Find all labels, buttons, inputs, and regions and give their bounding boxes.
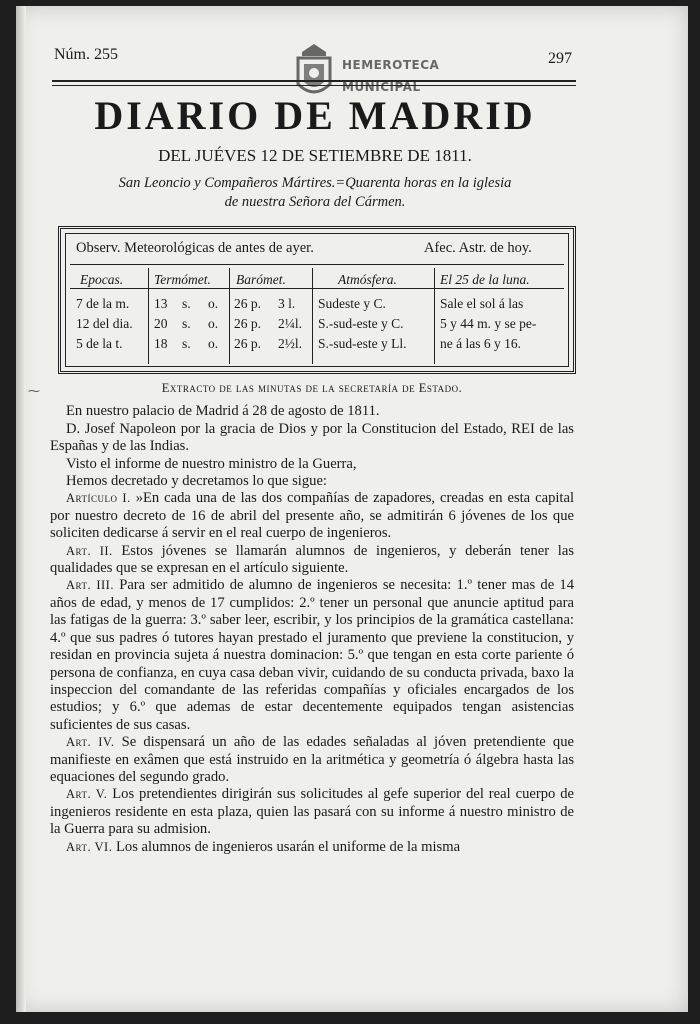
paragraph: Hemos decretado y decretamos lo que sigue: xyxy=(66,473,327,490)
weather-table xyxy=(58,226,576,374)
article-text: Se dispensará un año de las edades señaladas al jóven pretendiente que manifieste en exâmen que está instruido en la aritmética y geometría ó álgebra hasta las equaciones del segundo grado. xyxy=(50,734,574,785)
article-label: Art. III. xyxy=(66,578,114,593)
article-1 xyxy=(50,490,574,542)
cell-term-o: o. xyxy=(208,316,219,331)
cell-atm: Sudeste y C. xyxy=(318,296,386,311)
header-epocas: Epocas. xyxy=(80,272,124,287)
cell-baro: 26 p. xyxy=(234,316,261,331)
cell-atm: S.-sud-este y Ll. xyxy=(318,336,407,351)
stamp-text-hemeroteca: HEMEROTECA xyxy=(342,58,440,72)
article-label: Art. VI. xyxy=(66,839,113,854)
stamp-text-municipal: MUNICIPAL xyxy=(342,80,421,94)
cell-term: 18 xyxy=(154,336,168,351)
paragraph: En nuestro palacio de Madrid á 28 de agosto de 1811. xyxy=(66,403,380,420)
article-2 xyxy=(50,543,574,578)
cell-atm: S.-sud-este y C. xyxy=(318,316,404,331)
weather-title: Observ. Meteorológicas de antes de ayer. xyxy=(76,240,314,256)
cell-epoca: 7 de la m. xyxy=(76,296,130,311)
article-label: Art. II. xyxy=(66,543,113,558)
page-number: 297 xyxy=(548,50,572,67)
weather-table-inner xyxy=(65,233,569,367)
header-termometro: Termómet. xyxy=(154,272,211,287)
cell-epoca: 5 de la t. xyxy=(76,336,123,351)
saints-line-1: San Leoncio y Compañeros Mártires.=Quarenta horas en la iglesia xyxy=(118,175,512,191)
cell-term: 20 xyxy=(154,316,168,331)
issue-number: Núm. 255 xyxy=(54,46,118,63)
article-label: Art. IV. xyxy=(66,735,115,750)
article-text: Para ser admitido de alumno de ingenieros se necesita: 1.º tener mas de 14 años de edad, y menos de 17 cumplidos: 2.º tener un personal que anuncie aptitud para las fatigas de la guerra: 3.º saber leer, escribir, y los principios de la gramática castellana: 4.º que sus padres ó tutores hayan prestado el juramento que previene la constitucion, y residan en provincia sujeta á nuestra dominacion: 5.º que tengan en esta corte pariente ó persona de confianza, en cuya casa deban vivir, cuidando de su conducta privada, baxo la inspeccion del comandante de las referidas compañías y oficiales encargados de los estudios; y 6.º que ademas de estar decentemente equipados tengan asistencias suficientes de sus casas. xyxy=(50,577,575,733)
astro-line: 5 y 44 m. y se pe- xyxy=(440,316,537,331)
header-luna: El 25 de la luna. xyxy=(440,272,530,287)
table-rule xyxy=(70,288,564,289)
cell-baro-frac: 2¼l. xyxy=(278,316,303,331)
article-body xyxy=(50,380,574,856)
cell-term: 13 xyxy=(154,296,168,311)
table-rule xyxy=(70,264,564,265)
header-rule-thin xyxy=(52,85,576,86)
column-divider xyxy=(434,268,435,364)
cell-baro-frac: 3 l. xyxy=(278,296,296,311)
cell-baro: 26 p. xyxy=(234,296,261,311)
header-rule xyxy=(52,80,576,82)
column-divider xyxy=(148,268,149,364)
header-atmosfera: Atmósfera. xyxy=(338,272,397,287)
cell-baro-frac: 2½l. xyxy=(278,336,303,351)
cell-term-s: s. xyxy=(182,296,191,311)
article-4 xyxy=(50,734,574,786)
page-spine-shadow xyxy=(16,6,26,1012)
paragraph-decree-author: D. Josef Napoleon por la gracia de Dios y por la Constitucion del Estado, REI de las Españas y de las Indias. xyxy=(50,420,574,455)
article-5 xyxy=(50,786,574,838)
article-6 xyxy=(50,839,574,856)
cell-term-o: o. xyxy=(208,336,219,351)
article-3 xyxy=(50,577,574,734)
article-label: Artículo I. xyxy=(66,491,131,506)
column-divider xyxy=(312,268,313,364)
column-divider xyxy=(229,268,230,364)
astro-line: ne á las 6 y 16. xyxy=(440,336,521,351)
astro-title: Afec. Astr. de hoy. xyxy=(424,240,532,256)
astro-line: Sale el sol á las xyxy=(440,296,524,311)
article-text: Los alumnos de ingenieros usarán el uniforme de la misma xyxy=(115,838,461,855)
section-title: Extracto de las minutas de la secretaría de Estado. xyxy=(161,381,463,395)
cell-epoca: 12 del dia. xyxy=(76,316,133,331)
newspaper-title: DIARIO DE MADRID xyxy=(94,93,536,138)
article-label: Art. V. xyxy=(66,787,108,802)
cell-term-s: s. xyxy=(182,316,191,331)
issue-date: DEL JUÉVES 12 DE SETIEMBRE DE 1811. xyxy=(158,146,472,165)
article-text: Los pretendientes dirigirán sus solicitudes al gefe superior del real cuerpo de ingenieros residente en esta plaza, quien las pasará con su informe á nuestro ministro de la Guerra para su admision. xyxy=(50,786,574,838)
saints-of-day xyxy=(70,174,560,212)
article-text: »En cada una de las dos compañías de zapadores, creadas en esta capital por nuestro decreto de 16 de abril del presente año, se admitirán 6 jóvenes de los que soliciten dedicarse á servir en el real cuerpo de ingenieros. xyxy=(50,490,575,542)
header-barometro: Barómet. xyxy=(236,272,286,287)
paragraph: Visto el informe de nuestro ministro de la Guerra, xyxy=(66,455,357,472)
newspaper-page xyxy=(16,6,688,1012)
cell-term-o: o. xyxy=(208,296,219,311)
margin-ornament-icon: ⁓ xyxy=(28,384,40,398)
cell-baro: 26 p. xyxy=(234,336,261,351)
cell-term-s: s. xyxy=(182,336,191,351)
article-text: Estos jóvenes se llamarán alumnos de ingenieros, y deberán tener las qualidades que se expresan en el artículo siguiente. xyxy=(50,542,575,577)
saints-line-2: de nuestra Señora del Cármen. xyxy=(224,194,406,210)
